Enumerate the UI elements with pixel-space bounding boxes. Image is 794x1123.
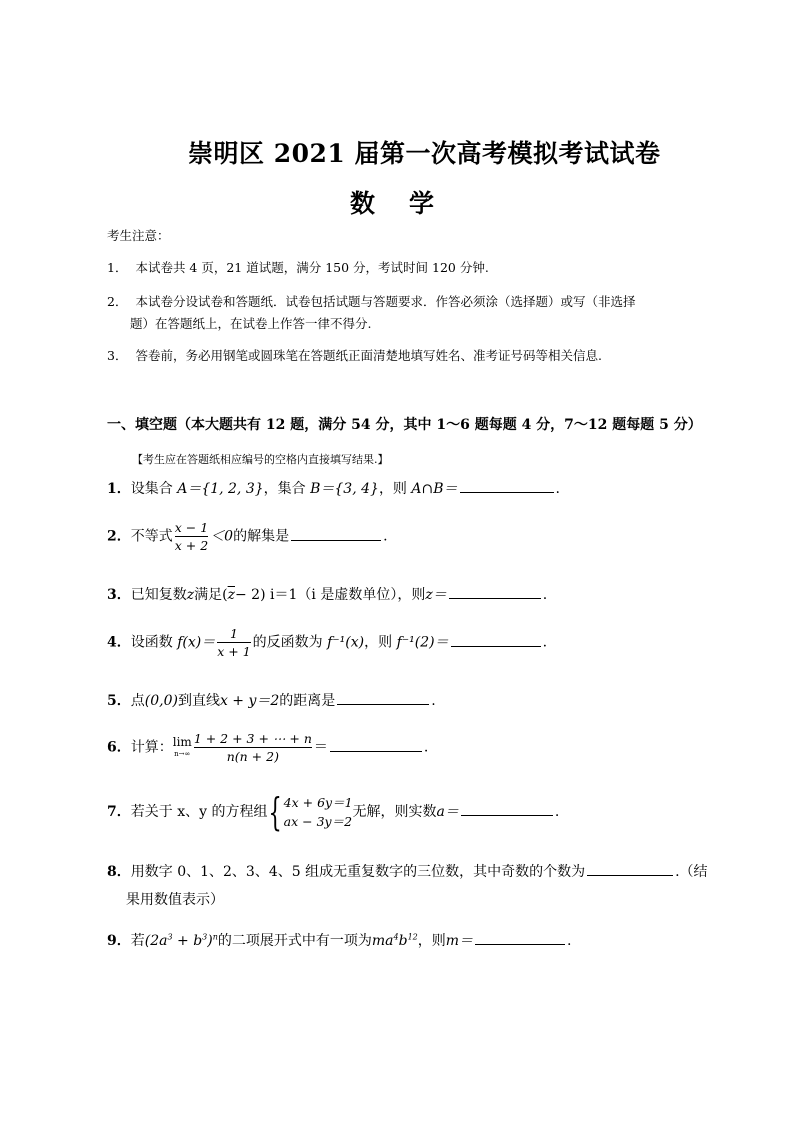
- notice-text: 本试卷共 4 页，21 道试题，满分 150 分，考试时间 120 分钟.: [135, 260, 489, 275]
- fraction-numerator: x − 1: [174, 520, 209, 535]
- question-text: 已知复数: [130, 587, 187, 603]
- question-text: .: [567, 933, 572, 949]
- left-brace: {: [268, 790, 283, 834]
- question-number: 2．: [107, 528, 131, 545]
- notice-item-1: [107, 258, 489, 276]
- answer-blank[interactable]: [461, 801, 553, 816]
- question-text: ，则: [378, 481, 412, 497]
- math-expr: $ma^4b^{12}$: [371, 932, 418, 949]
- limit-subscript: n→∞: [174, 749, 191, 758]
- answer-blank[interactable]: [337, 690, 429, 705]
- question-number: 6．: [107, 739, 131, 756]
- subject-title: 数学: [350, 189, 469, 218]
- math-expr: A∩B＝: [411, 481, 458, 497]
- math-expr: z＝: [425, 587, 447, 603]
- notice-item-2-cont: 题）在答题纸上，在试卷上作答一律不得分.: [130, 316, 372, 331]
- answer-blank[interactable]: [291, 526, 381, 541]
- notice-label: 考生注意：: [107, 228, 170, 243]
- question-text: 设集合: [130, 481, 178, 497]
- question-text: .: [555, 481, 560, 497]
- question-text: 的解集是: [233, 528, 290, 545]
- question-text: 不等式: [130, 528, 173, 545]
- conjugate-z: $\overline{z}$: [227, 587, 235, 603]
- question-text: ，则: [364, 634, 397, 651]
- question-text: ，集合: [263, 481, 311, 497]
- question-text: （i 是虚数单位），则: [297, 587, 426, 603]
- question-text: .: [423, 739, 429, 756]
- question-number: 3．: [107, 587, 131, 603]
- question-text: 满足(: [194, 587, 228, 603]
- notice-num: 3．: [107, 348, 128, 363]
- limit-label: lim: [172, 734, 192, 749]
- question-text: 的反函数为: [252, 634, 328, 651]
- question-number: 9．: [107, 933, 131, 949]
- fraction-numerator: 1 + 2 + 3 + ⋯ + n: [193, 731, 312, 746]
- math-expr: z: [186, 587, 195, 603]
- question-8: [107, 861, 708, 881]
- question-1: [107, 478, 560, 498]
- math-expr: A＝{1, 2, 3}: [177, 481, 264, 497]
- notice-item-2: [107, 292, 635, 310]
- question-text: 的距离是: [279, 693, 336, 709]
- question-number: 1．: [107, 481, 131, 497]
- math-expr: f⁻¹(2)＝: [396, 634, 449, 651]
- fraction: [175, 520, 208, 553]
- question-text: 设函数: [130, 634, 178, 651]
- question-6: [107, 731, 428, 764]
- math-expr: a＝: [436, 804, 459, 820]
- question-text: .: [431, 693, 436, 709]
- question-3: [107, 584, 547, 604]
- answer-blank[interactable]: [460, 478, 554, 493]
- question-text: 点: [130, 693, 145, 709]
- question-text: .（结: [675, 864, 708, 880]
- equation-line: ax − 3y＝2: [283, 814, 353, 829]
- question-text: 用数字 0、1、2、3、4、5 组成无重复数字的三位数，其中奇数的个数为: [130, 864, 586, 880]
- question-8-cont: 果用数值表示）: [126, 892, 224, 908]
- equation-line: 4x + 6y＝1: [283, 795, 353, 810]
- exam-title: 崇明区 2021 届第一次高考模拟考试试卷: [188, 139, 661, 168]
- math-expr: m＝: [445, 933, 474, 949]
- question-text: .: [542, 634, 548, 651]
- question-text: 若: [130, 933, 145, 949]
- question-7: [107, 790, 560, 834]
- notice-text: 答卷前，务必用钢笔或圆珠笔在答题纸正面清楚地填写姓名、准考证号码等相关信息.: [135, 348, 602, 363]
- question-text: 若关于 x、y 的方程组: [130, 804, 268, 820]
- question-text: .: [554, 804, 560, 820]
- math-expr: x + y＝2: [219, 693, 280, 709]
- fraction: [217, 626, 250, 659]
- question-5: [107, 690, 436, 710]
- math-expr: (0,0): [144, 693, 178, 709]
- math-expr: $(2a^3 + b^3)^n$: [144, 932, 218, 949]
- math-expr: B＝{3, 4}: [310, 481, 379, 497]
- math-expr: ＜0: [210, 528, 234, 545]
- section-instruction: 【考生应在答题纸相应编号的空格内直接填写结果.】: [132, 453, 389, 466]
- question-text: 到直线: [177, 693, 220, 709]
- question-text: 的二项展开式中有一项为: [217, 933, 372, 949]
- question-text: .: [542, 587, 548, 603]
- fraction-denominator: x + 1: [217, 644, 251, 659]
- notice-num: 1．: [107, 260, 128, 275]
- question-number: 5．: [107, 693, 131, 709]
- math-expr: f(x)＝: [177, 634, 216, 651]
- question-text: ，则: [417, 933, 446, 949]
- fraction-numerator: 1: [229, 626, 238, 641]
- question-number: 8．: [107, 864, 131, 880]
- question-2: [107, 520, 388, 553]
- fraction: [194, 731, 312, 764]
- question-text: 计算：: [130, 739, 173, 756]
- notice-num: 2．: [107, 294, 128, 309]
- question-number: 7．: [107, 804, 131, 820]
- math-expr: ＝: [313, 739, 328, 756]
- question-4: [107, 626, 547, 659]
- notice-item-3: [107, 346, 602, 364]
- section-heading: 一、填空题（本大题共有 12 题，满分 54 分，其中 1～6 题每题 4 分，7～12 题每题 5 分）: [107, 417, 702, 433]
- answer-blank[interactable]: [475, 930, 565, 945]
- answer-blank[interactable]: [451, 632, 541, 647]
- question-9: [107, 930, 571, 950]
- answer-blank[interactable]: [449, 584, 541, 599]
- question-number: 4．: [107, 634, 131, 651]
- math-expr: − 2) i＝1: [235, 587, 298, 603]
- equation-system: [284, 793, 353, 831]
- fraction-denominator: x + 2: [174, 538, 209, 553]
- answer-blank[interactable]: [587, 861, 673, 876]
- question-text: 无解，则实数: [352, 804, 437, 820]
- math-expr: f⁻¹(x): [327, 634, 365, 651]
- answer-blank[interactable]: [330, 737, 422, 752]
- notice-text: 本试卷分设试卷和答题纸．试卷包括试题与答题要求．作答必须涂（选择题）或写（非选择: [135, 294, 636, 309]
- fraction-denominator: n(n + 2): [226, 749, 279, 764]
- question-text: .: [383, 528, 388, 545]
- limit-symbol: [173, 736, 192, 760]
